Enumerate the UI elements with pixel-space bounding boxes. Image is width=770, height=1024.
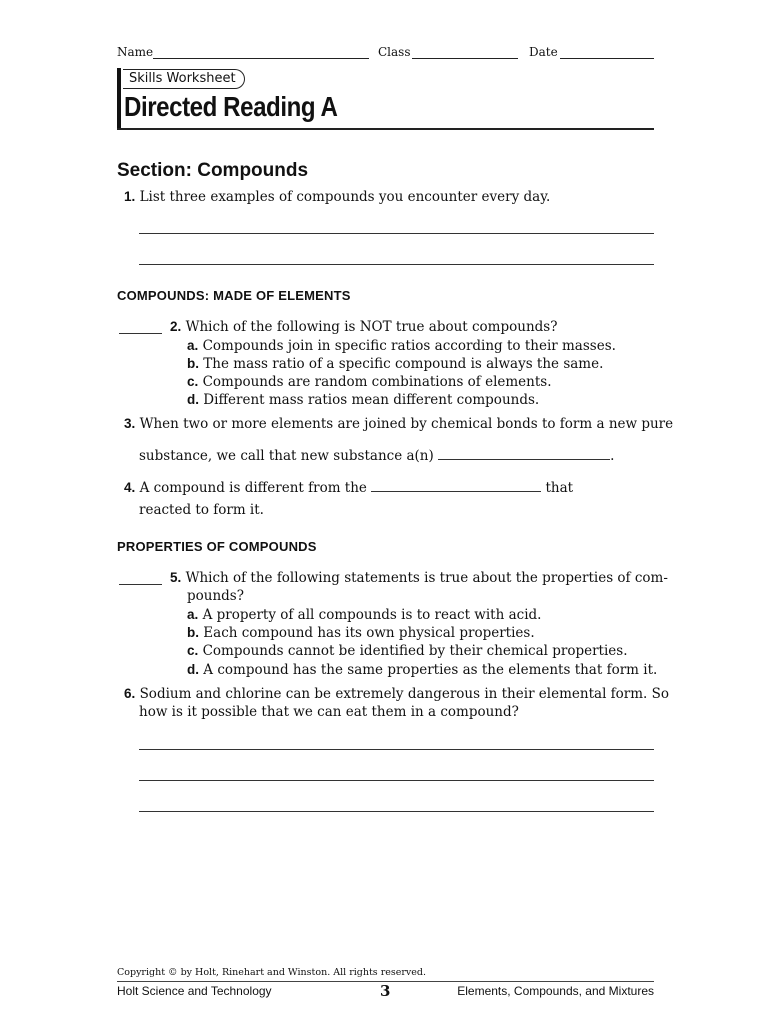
choice-2c[interactable] xyxy=(187,374,552,390)
choice-text: Compounds join in specific ratios according to their masses. xyxy=(202,338,616,354)
question-3-text-before: substance, we call that new substance a(n) xyxy=(139,448,434,464)
class-field[interactable] xyxy=(412,58,518,59)
question-1 xyxy=(124,189,550,205)
question-2-text: Which of the following is NOT true about compounds? xyxy=(185,319,558,335)
choice-text: Compounds cannot be identified by their chemical properties. xyxy=(202,643,628,659)
answer-line-6b[interactable] xyxy=(139,780,654,781)
question-3-line-1: When two or more elements are joined by chemical bonds to form a new pure xyxy=(139,416,674,432)
choice-letter: a. xyxy=(187,338,199,353)
answer-line-6a[interactable] xyxy=(139,749,654,750)
section-heading: Section: Compounds xyxy=(117,160,309,181)
question-5-line-2: pounds? xyxy=(187,588,244,604)
heading-compounds-made-of-elements: COMPOUNDS: MADE OF ELEMENTS xyxy=(117,288,351,303)
name-label: Name xyxy=(117,45,154,59)
choice-letter: c. xyxy=(187,643,199,658)
choice-5b[interactable] xyxy=(187,625,535,641)
question-3-number: 3. xyxy=(124,416,136,431)
question-2 xyxy=(170,319,557,335)
question-4-text-before: A compound is different from the xyxy=(139,480,367,496)
choice-text: Compounds are random combinations of elements. xyxy=(202,374,552,390)
page-title: Directed Reading A xyxy=(124,91,338,122)
question-2-number: 2. xyxy=(170,319,182,334)
choice-5a[interactable] xyxy=(187,607,541,623)
question-3 xyxy=(124,416,673,432)
copyright-notice: Copyright © by Holt, Rinehart and Winston. All rights reserved. xyxy=(117,967,426,978)
question-4-line-2: reacted to form it. xyxy=(139,502,264,518)
class-label: Class xyxy=(378,45,411,59)
choice-letter: d. xyxy=(187,392,199,407)
question-4 xyxy=(124,479,573,496)
question-3-line-2 xyxy=(139,447,614,464)
choice-5d[interactable] xyxy=(187,662,657,678)
answer-blank-2[interactable] xyxy=(119,333,162,334)
question-5-line-1: Which of the following statements is true about the properties of com- xyxy=(185,570,668,586)
question-5 xyxy=(170,570,668,586)
choice-letter: b. xyxy=(187,356,199,371)
answer-blank-5[interactable] xyxy=(119,584,162,585)
title-rule xyxy=(117,128,654,130)
question-6 xyxy=(124,686,669,702)
choice-2d[interactable] xyxy=(187,392,539,408)
choice-5c[interactable] xyxy=(187,643,628,659)
choice-text: A property of all compounds is to react with acid. xyxy=(202,607,542,623)
choice-text: The mass ratio of a specific compound is always the same. xyxy=(203,356,604,372)
footer-book-title: Holt Science and Technology xyxy=(117,984,272,998)
date-label: Date xyxy=(529,45,558,59)
choice-letter: d. xyxy=(187,662,199,677)
choice-letter: b. xyxy=(187,625,199,640)
question-3-text-after: . xyxy=(610,448,615,464)
skills-worksheet-tab: Skills Worksheet xyxy=(123,69,245,89)
title-bar xyxy=(117,68,121,130)
answer-line-6c[interactable] xyxy=(139,811,654,812)
choice-text: Different mass ratios mean different compounds. xyxy=(203,392,540,408)
footer-chapter-title: Elements, Compounds, and Mixtures xyxy=(457,984,654,998)
choice-letter: c. xyxy=(187,374,199,389)
answer-line-1a[interactable] xyxy=(139,233,654,234)
question-6-line-2: how is it possible that we can eat them in a compound? xyxy=(139,704,519,720)
name-field[interactable] xyxy=(153,58,369,59)
choice-2b[interactable] xyxy=(187,356,603,372)
question-1-number: 1. xyxy=(124,189,136,204)
question-5-number: 5. xyxy=(170,570,182,585)
choice-text: A compound has the same properties as the elements that form it. xyxy=(203,662,658,678)
heading-properties-of-compounds: PROPERTIES OF COMPOUNDS xyxy=(117,539,317,554)
question-4-text-after: that xyxy=(545,480,574,496)
choice-text: Each compound has its own physical properties. xyxy=(203,625,535,641)
question-1-text: List three examples of compounds you encounter every day. xyxy=(139,189,551,205)
choice-letter: a. xyxy=(187,607,199,622)
answer-blank-4[interactable] xyxy=(371,479,541,492)
answer-line-1b[interactable] xyxy=(139,264,654,265)
page-number: 3 xyxy=(380,982,391,1000)
date-field[interactable] xyxy=(560,58,654,59)
question-6-number: 6. xyxy=(124,686,136,701)
answer-blank-3[interactable] xyxy=(438,447,610,460)
choice-2a[interactable] xyxy=(187,338,616,354)
question-4-number: 4. xyxy=(124,480,136,495)
question-6-line-1: Sodium and chlorine can be extremely dangerous in their elemental form. So xyxy=(139,686,670,702)
